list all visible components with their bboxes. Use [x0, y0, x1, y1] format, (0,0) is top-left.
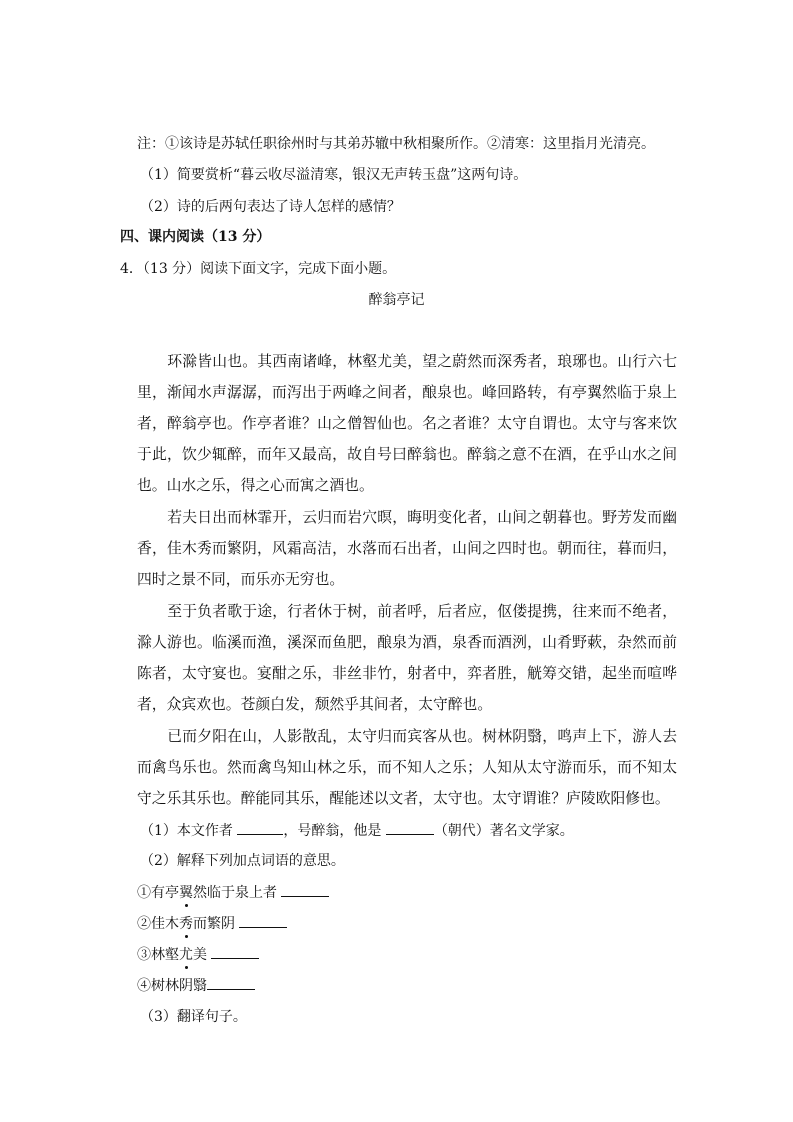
- section-heading: 四、课内阅读（13 分）: [120, 229, 271, 245]
- answer-blank-author[interactable]: [237, 820, 283, 835]
- passage-paragraph-1: 环滁皆山也。其西南诸峰，林壑尤美，望之蔚然而深秀者，琅琊也。山行六七里，渐闻水声潺潺，而泻出于两峰之间者，酿泉也。峰回路转，有亭翼然临于泉上者，醉翁亭也。作亭者谁？山之僧智仙也。名之者谁？太守自谓也。太守与客来饮于此，饮少辄醉，而年又最高，故自号曰醉翁也。醉翁之意不在酒，在乎山水之间也。山水之乐，得之心而寓之酒也。: [137, 353, 677, 494]
- passage-title: 醉翁亭记: [368, 292, 425, 308]
- poem-question-2: （2）诗的后两句表达了诗人怎样的感情？: [140, 199, 401, 215]
- question-intro: 4．（13 分）阅读下面文字，完成下面小题。: [120, 261, 397, 277]
- note-line: 注：①该诗是苏轼任职徐州时与其弟苏辙中秋相聚所作。②清寒：这里指月光清亮。: [137, 136, 655, 152]
- question-explain: （2）解释下列加点词语的意思。: [140, 853, 345, 869]
- question-translate: （3）翻译句子。: [140, 1009, 247, 1025]
- answer-blank-2[interactable]: [239, 913, 287, 928]
- answer-blank-4[interactable]: [207, 975, 255, 990]
- answer-blank-dynasty[interactable]: [386, 820, 434, 835]
- poem-question-1: （1）简要赏析“暮云收尽溢清寒，银汉无声转玉盘”这两句诗。: [140, 167, 528, 183]
- passage-paragraph-3: 至于负者歌于途，行者休于树，前者呼，后者应，伛偻提携，往来而不绝者，滁人游也。临溪而渔，溪深而鱼肥，酿泉为酒，泉香而酒洌，山肴野蔌，杂然而前陈者，太守宴也。宴酣之乐，非丝非竹，射者中，弈者胜，觥筹交错，起坐而喧哗者，众宾欢也。苍颜白发，颓然乎其间者，太守醉也。: [137, 603, 677, 713]
- passage-paragraph-4: 已而夕阳在山，人影散乱，太守归而宾客从也。树林阴翳，鸣声上下，游人去而禽鸟乐也。然而禽鸟知山林之乐，而不知人之乐；人知从太守游而乐，而不知太守之乐其乐也。醉能同其乐，醒能述以文者，太守也。太守谓谁？庐陵欧阳修也。: [137, 728, 677, 807]
- passage-paragraph-2: 若夫日出而林霏开，云归而岩穴暝，晦明变化者，山间之朝暮也。野芳发而幽香，佳木秀而繁阴，风霜高洁，水落而石出者，山间之四时也。朝而往，暮而归，四时之景不同，而乐亦无穷也。: [137, 509, 677, 588]
- explain-item-3: ③林壑尤美: [137, 944, 259, 965]
- answer-blank-3[interactable]: [211, 944, 259, 959]
- explain-item-1: ①有亭翼然临于泉上者: [137, 882, 329, 903]
- question-author: （1）本文作者 ，号醉翁，他是 （朝代）著名文学家。: [140, 820, 574, 841]
- answer-blank-1[interactable]: [281, 882, 329, 897]
- explain-item-4: ④树林阴翳: [137, 975, 255, 996]
- explain-item-2: ②佳木秀而繁阴: [137, 913, 287, 934]
